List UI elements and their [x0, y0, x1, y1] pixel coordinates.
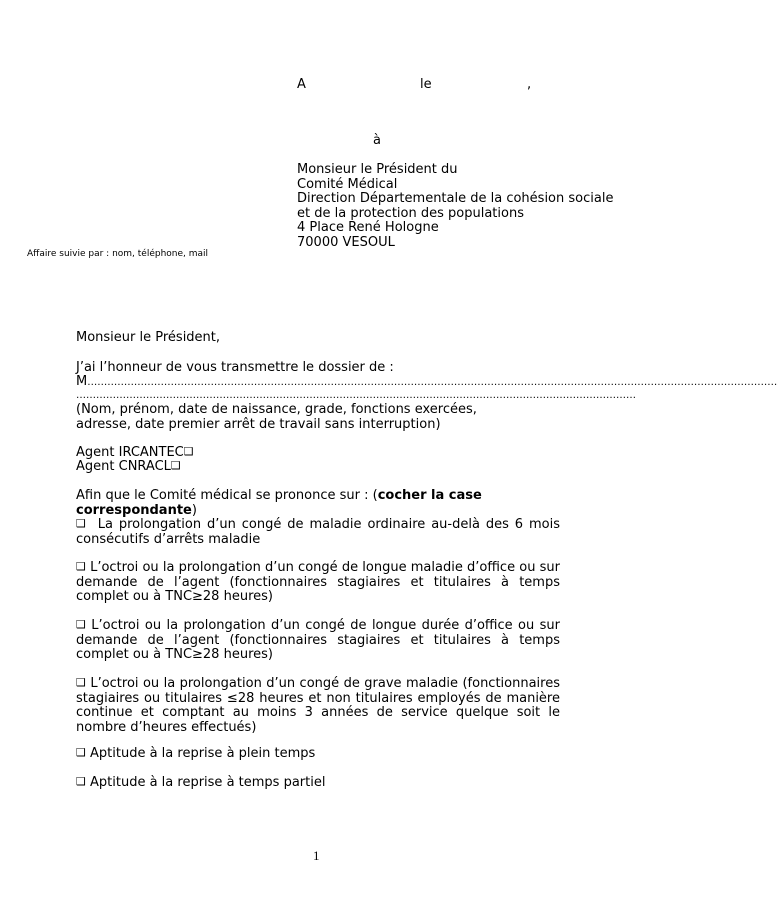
place-prefix: A: [297, 77, 306, 92]
checkbox-icon[interactable]: ❑: [76, 676, 86, 689]
agent-cnracl-row: [76, 460, 560, 475]
date-comma: ,: [527, 77, 532, 92]
checkbox-icon[interactable]: ❑: [183, 445, 194, 458]
date-prefix: le: [420, 77, 432, 92]
checkbox-icon[interactable]: ❑: [76, 775, 86, 788]
option-text: Aptitude à la reprise à plein temps: [90, 746, 316, 761]
option-5: [76, 747, 560, 762]
option-2: [76, 561, 560, 605]
option-1: [76, 518, 560, 547]
afin-bold: cocher la case correspondante: [76, 488, 482, 518]
address-line: et de la protection des populations: [297, 205, 524, 221]
recipient-a: à: [373, 133, 381, 148]
afin-suffix: ): [191, 502, 197, 518]
intro-line: J’ai l’honneur de vous transmettre le dossier de :: [76, 360, 394, 375]
option-text: L’octroi ou la prolongation d’un congé de longue durée d’office ou sur demande de l’agent (fonctionnaires stagiaires et titulaires à temps complet ou à TNC≥28 heures): [76, 618, 560, 662]
option-4: [76, 677, 560, 735]
option-text: Aptitude à la reprise à temps partiel: [90, 775, 326, 790]
address-line: 70000 VESOUL: [297, 234, 395, 250]
agent-cnracl-label: Agent CNRACL: [76, 459, 171, 474]
address-line: Comité Médical: [297, 176, 398, 192]
recipient-address: [297, 163, 613, 250]
checkbox-icon[interactable]: ❑: [76, 517, 86, 530]
fields-hint: (Nom, prénom, date de naissance, grade, fonctions exercées, adresse, date premier arrêt de travail sans interruption): [76, 402, 477, 432]
afin-prefix: Afin que le Comité médical se prononce sur : (: [76, 488, 378, 503]
address-line: 4 Place René Hologne: [297, 220, 439, 235]
page-number: 1: [313, 848, 320, 863]
option-3: [76, 619, 560, 663]
afin-line: [76, 489, 560, 518]
checkbox-icon[interactable]: ❑: [170, 459, 181, 472]
checkbox-icon[interactable]: ❑: [76, 746, 86, 759]
affaire-suivie: Affaire suivie par : nom, téléphone, mail: [27, 249, 209, 259]
address-line: Direction Départementale de la cohésion sociale: [297, 191, 614, 206]
option-text: L’octroi ou la prolongation d’un congé de longue maladie d’office ou sur demande de l’agent (fonctionnaires stagiaires et titulaires à temps complet ou à TNC≥28 heures): [76, 560, 560, 604]
checkbox-icon[interactable]: ❑: [76, 618, 86, 631]
address-line: Monsieur le Président du: [297, 162, 458, 177]
salutation: Monsieur le Président,: [76, 330, 221, 345]
dotted-fill: ………………………………………………………………………………………………………………………………………………………………………………………: [87, 377, 777, 388]
option-text: La prolongation d’un congé de maladie ordinaire au-delà des 6 mois consécutifs d’arrêts maladie: [76, 517, 561, 547]
m-prefix: M: [76, 374, 88, 389]
dotted-line-2: ……………………………………………………………………………………………………………………………………………………: [76, 390, 636, 401]
checkbox-icon[interactable]: ❑: [76, 560, 86, 573]
agent-ircantec-label: Agent IRCANTEC: [76, 445, 184, 460]
option-text: L’octroi ou la prolongation d’un congé de grave maladie (fonctionnaires stagiaires ou titulaires ≤28 heures et non titulaires employés de manière continue et comptant au moins 3 années de service quelque soit le nombre d’heures effectués): [76, 676, 560, 735]
option-6: [76, 776, 560, 791]
